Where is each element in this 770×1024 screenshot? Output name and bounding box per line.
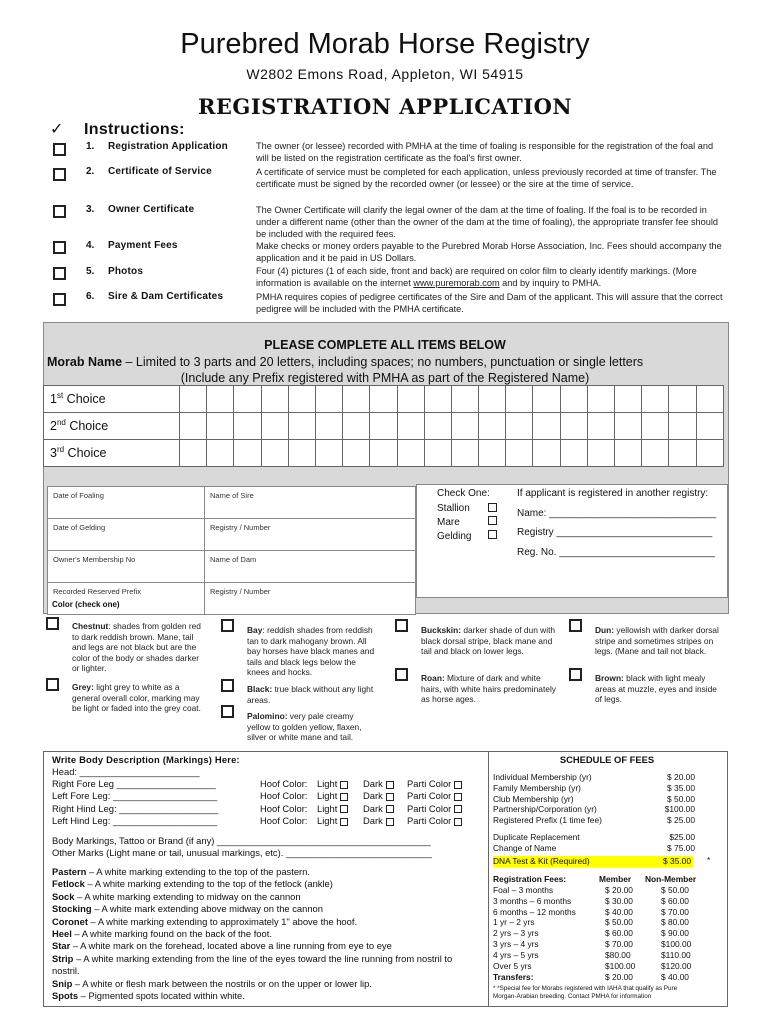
parti-color-option[interactable]: Parti Color (407, 790, 462, 802)
registration-fee-rows (493, 885, 723, 971)
light-option[interactable]: Light (317, 815, 348, 827)
letter-cell[interactable] (696, 386, 723, 413)
instruction-label: Registration Application (108, 141, 228, 152)
hoof-color-label: Hoof Color: (260, 815, 308, 827)
letter-cell[interactable] (370, 413, 397, 440)
owner-membership-field[interactable]: Owner's Membership No (48, 551, 205, 583)
letter-cell[interactable] (451, 413, 478, 440)
mare-label: Mare (437, 517, 460, 528)
letter-cell[interactable] (180, 386, 207, 413)
dark-checkbox[interactable] (386, 818, 394, 826)
palomino-checkbox[interactable] (221, 705, 234, 718)
letter-cell[interactable] (642, 440, 669, 467)
dark-checkbox[interactable] (386, 781, 394, 789)
transfers-member-fee: $ 20.00 (605, 972, 633, 982)
letter-cell[interactable] (343, 386, 370, 413)
letter-cell[interactable] (451, 386, 478, 413)
letter-cell[interactable] (451, 440, 478, 467)
letter-cell[interactable] (479, 386, 506, 413)
letter-cell[interactable] (288, 386, 315, 413)
letter-cell[interactable] (587, 386, 614, 413)
instruction-checkbox-1[interactable] (53, 143, 66, 156)
black-checkbox[interactable] (221, 679, 234, 692)
marking-definition: Heel – A white marking found on the back of the foot. (52, 928, 272, 940)
registration-fee-row: 6 months – 12 months $ 40.00 $ 70.00 (493, 906, 689, 917)
date-of-gelding-field[interactable]: Date of Gelding (48, 519, 205, 551)
instruction-label: Owner Certificate (108, 204, 195, 215)
dna-fee-row (493, 856, 693, 867)
parti-color-option[interactable]: Parti Color (407, 803, 462, 815)
dark-option[interactable]: Dark (363, 790, 394, 802)
reserved-prefix-field[interactable]: Recorded Reserved Prefix (48, 583, 205, 615)
brown-checkbox[interactable] (569, 668, 582, 681)
light-checkbox[interactable] (340, 781, 348, 789)
instruction-label: Payment Fees (108, 240, 178, 251)
letter-cell[interactable] (288, 413, 315, 440)
marking-definition: Sock – A white marking extending to midway on the cannon (52, 890, 301, 902)
instruction-text: PMHA requires copies of pedigree certificates of the Sire and Dam of the applicant. This will assure that the correct pedigree will be included with the PMHA certificate. (256, 292, 723, 314)
dark-checkbox[interactable] (386, 793, 394, 801)
letter-cell[interactable] (370, 440, 397, 467)
registration-fee-row: 4 yrs – 5 yrs $80.00 $110.00 (493, 949, 691, 960)
registration-fee-row: 3 yrs – 4 yrs $ 70.00 $100.00 (493, 938, 692, 949)
letter-cell[interactable] (560, 386, 587, 413)
dark-option[interactable]: Dark (363, 815, 394, 827)
marking-definition: Coronet – A white marking extending to approximately 1" above the hoof. (52, 915, 358, 927)
application-title: REGISTRATION APPLICATION (197, 94, 573, 119)
letter-cell[interactable] (180, 440, 207, 467)
checkmark-icon: ✓ (50, 121, 64, 138)
letter-cell[interactable] (234, 440, 261, 467)
chestnut-checkbox[interactable] (46, 617, 59, 630)
dark-option[interactable]: Dark (363, 803, 394, 815)
dun-description: Dun: yellowish with darker dorsal stripe and sometimes stripes on legs. (Mane and tail not black. (595, 625, 719, 657)
gelding-checkbox[interactable] (488, 530, 497, 539)
instruction-checkbox-2[interactable] (53, 168, 66, 181)
letter-cell[interactable] (315, 386, 342, 413)
prefix-rule: (Include any Prefix registered with PMHA as part of the Registered Name) (180, 371, 590, 385)
fee-row: Registered Prefix (1 time fee) $ 25.00 (493, 815, 695, 826)
parti-color-checkbox[interactable] (454, 818, 462, 826)
letter-cell[interactable] (397, 440, 424, 467)
instruction-checkbox-4[interactable] (53, 241, 66, 254)
letter-cell[interactable] (234, 413, 261, 440)
letter-cell[interactable] (506, 386, 533, 413)
letter-cell[interactable] (533, 386, 560, 413)
membership-fees (493, 772, 697, 826)
instruction-number: 1. (86, 141, 95, 152)
black-description: Black: true black without any light areas. (247, 684, 374, 705)
marking-definition: Spots – Pigmented spots located within white. (52, 990, 245, 1002)
hoof-color-label: Hoof Color: (260, 802, 308, 814)
fee-row: Family Membership (yr) $ 35.00 (493, 782, 695, 793)
marking-definition: Strip – A white marking extending from the line of the eyes toward the line running from nostril to nostril. (52, 952, 453, 977)
dna-fee-amount: $ 35.00 (663, 856, 691, 866)
grey-checkbox[interactable] (46, 678, 59, 691)
dark-checkbox[interactable] (386, 805, 394, 813)
misc-fees (493, 832, 697, 854)
head-field[interactable]: Head: _______________________ (52, 766, 200, 777)
instruction-label: Certificate of Service (108, 166, 212, 177)
hoof-color-label: Hoof Color: (260, 778, 308, 789)
leg-row (52, 815, 482, 827)
dark-option[interactable]: Dark (363, 778, 394, 790)
registration-fee-row: Foal – 3 months $ 20.00 $ 50.00 (493, 885, 689, 895)
check-one-label: Check One: (437, 488, 490, 499)
instruction-checkbox-3[interactable] (53, 205, 66, 218)
non-member-column-heading: Non-Member (645, 874, 697, 884)
letter-cell[interactable] (506, 440, 533, 467)
roan-description: Roan: Mixture of dark and white hairs, with white hairs predominately as horse ages. (421, 673, 556, 705)
other-registry-name-field[interactable]: Name: ______________________________ (517, 508, 717, 519)
choice-label: 2nd Choice (44, 413, 180, 440)
instruction-text: The owner (or lessee) recorded with PMHA at the time of foaling is responsible for the registration of the foal and will be listed on the registration certificate as the foal's first owner. (256, 141, 714, 163)
parti-color-option[interactable]: Parti Color (407, 815, 462, 827)
letter-cell[interactable] (424, 440, 451, 467)
letter-cell[interactable] (207, 440, 234, 467)
fee-row: Duplicate Replacement $25.00 (493, 832, 695, 842)
leg-field[interactable]: Right Hind Leg: ___________________ (52, 802, 219, 814)
marking-definition: Pastern – A white marking extending to the top of the pastern. (52, 866, 310, 877)
light-checkbox[interactable] (340, 818, 348, 826)
stallion-checkbox[interactable] (488, 503, 497, 512)
registration-fee-row: 3 months – 6 months $ 30.00 $ 60.00 (493, 895, 689, 906)
letter-cell[interactable] (533, 440, 560, 467)
date-of-foaling-field[interactable]: Date of Foaling (48, 487, 205, 519)
registration-fee-row: Over 5 yrs $100.00 $120.00 (493, 960, 692, 971)
instruction-checkbox-5[interactable] (53, 267, 66, 280)
instruction-number: 6. (86, 291, 95, 302)
letter-cell[interactable] (207, 413, 234, 440)
morab-name-rule: Morab Name – Limited to 3 parts and 20 letters, including spaces; no numbers, punctuation or single letters (47, 355, 644, 369)
dam-registry-number-field[interactable]: Registry / Number (205, 583, 416, 615)
name-of-dam-field[interactable]: Name of Dam (205, 551, 416, 583)
instruction-text: Make checks or money orders payable to the Purebred Morab Horse Association, Inc. Fees should accompany the application and it be paid in US Dollars. (256, 241, 722, 263)
instruction-label: Photos (108, 266, 144, 277)
hoof-color-label: Hoof Color: (260, 790, 308, 802)
parti-color-option[interactable]: Parti Color (407, 778, 462, 790)
letter-cell[interactable] (669, 386, 696, 413)
letter-cell[interactable] (587, 440, 614, 467)
letter-cell[interactable] (560, 440, 587, 467)
instruction-number: 2. (86, 166, 95, 177)
letter-cell[interactable] (261, 386, 288, 413)
letter-cell[interactable] (615, 413, 642, 440)
letter-cell[interactable] (696, 440, 723, 467)
other-registry-label: If applicant is registered in another registry: (517, 488, 709, 499)
instruction-text: Four (4) pictures (1 of each side, front and back) are required on color film to clearly identify markings. (More information is available on the internet www.puremorab.com and by inquiry to PMHA. (256, 266, 697, 288)
chestnut-description: Chestnut: shades from golden red to dark reddish brown. Mane, tail and legs are not black but are the color of the body or shades darker or lighter. (72, 621, 201, 674)
horse-info-fields (47, 486, 416, 615)
leg-field[interactable]: Right Fore Leg ___________________ (52, 778, 216, 789)
leg-field[interactable]: Left Fore Leg: ____________________ (52, 790, 218, 802)
leg-field[interactable]: Left Hind Leg: ____________________ (52, 815, 218, 827)
complete-all-heading: PLEASE COMPLETE ALL ITEMS BELOW (264, 338, 506, 352)
registry-title: Purebred Morab Horse Registry (180, 28, 590, 60)
marking-definition: Fetlock – A white marking extending to the top of the fetlock (ankle) (52, 878, 333, 890)
brown-description: Brown: black with light mealy areas at muzzle, eyes and inside of legs. (595, 673, 717, 705)
transfers-row (493, 972, 723, 983)
instruction-checkbox-6[interactable] (53, 293, 66, 306)
letter-cell[interactable] (560, 413, 587, 440)
parti-color-checkbox[interactable] (454, 781, 462, 789)
instruction-number: 3. (86, 204, 95, 215)
letter-cell[interactable] (343, 413, 370, 440)
letter-cell[interactable] (533, 413, 560, 440)
leg-row (52, 803, 482, 815)
check-one-panel (416, 484, 728, 598)
instruction-number: 4. (86, 240, 95, 251)
letter-cell[interactable] (479, 440, 506, 467)
markings-section (43, 751, 489, 1007)
letter-cell[interactable] (234, 386, 261, 413)
registration-fees-heading: Registration Fees: (493, 874, 567, 884)
buckskin-description: Buckskin: darker shade of dun with black dorsal stripe, black mane and tail and black on lower legs. (421, 625, 556, 657)
registry-address: W2802 Emons Road, Appleton, WI 54915 (246, 66, 524, 82)
dun-checkbox[interactable] (569, 619, 582, 632)
palomino-description: Palomino: very pale creamy yellow to golden yellow, flaxen, silver or white mane and tail. (247, 711, 362, 743)
member-column-heading: Member (599, 874, 632, 884)
fee-row: Partnership/Corporation (yr) $100.00 (493, 804, 695, 815)
choice-label: 1st Choice (44, 386, 180, 413)
choice-label: 3rd Choice (44, 440, 180, 467)
parti-color-checkbox[interactable] (454, 805, 462, 813)
marking-definitions (52, 866, 482, 1002)
letter-cell[interactable] (642, 386, 669, 413)
body-markings-field[interactable]: Body Markings, Tattoo or Brand (if any) _________________________________________ (52, 835, 431, 846)
registration-fee-row: 1 yr – 2 yrs $ 50.00 $ 80.00 (493, 917, 689, 928)
letter-cell[interactable] (696, 413, 723, 440)
markings-heading: Write Body Description (Markings) Here: (52, 754, 240, 765)
letter-cell[interactable] (479, 413, 506, 440)
light-option[interactable]: Light (317, 778, 348, 790)
light-option[interactable]: Light (317, 790, 348, 802)
stallion-label: Stallion (437, 503, 470, 514)
bay-description: Bay: reddish shades from reddish tan to dark mahogany brown. All bay horses have black manes and tails and black legs below the knees and hocks. (247, 625, 375, 678)
letter-cell[interactable] (669, 413, 696, 440)
letter-cell[interactable] (642, 413, 669, 440)
dna-fee-label: DNA Test & Kit (Required) (493, 856, 590, 866)
leg-row (52, 778, 482, 790)
puremorab-link[interactable]: www.puremorab.com (413, 278, 500, 288)
buckskin-checkbox[interactable] (395, 619, 408, 632)
fee-schedule-heading: SCHEDULE OF FEES (559, 754, 655, 765)
instruction-number: 5. (86, 266, 95, 277)
instruction-text: The Owner Certificate will clarify the legal owner of the dam at the time of foaling. If the foal is to be recorded in under a different name (other than the owner of the dam at the time of foaling), the appropriate transfer fee should be included with the required fees. (256, 205, 719, 239)
color-check-label: Color (check one) (52, 600, 120, 609)
marking-definition: Stocking – A white mark extending above midway on the cannon (52, 903, 323, 915)
instruction-text: A certificate of service must be completed for each application, unless previously recorded at time of transfer. The certificate must be signed by the recorded owner (or lessee) or the sire at the time of service. (256, 167, 717, 189)
other-marks-field[interactable]: Other Marks (Light mane or tail, unusual markings, etc). ____________________________ (52, 847, 432, 858)
other-registry-number-field[interactable]: Reg. No. ____________________________ (517, 547, 715, 558)
transfers-nonmember-fee: $ 40.00 (661, 972, 689, 982)
letter-cell[interactable] (315, 440, 342, 467)
light-checkbox[interactable] (340, 805, 348, 813)
fee-row: Individual Membership (yr) $ 20.00 (493, 772, 695, 782)
special-fee-footnote: * *Special fee for Morabs registered with IAHA that qualify as Pure Morgan-Arabian breeding. Contact PMHA for information (493, 985, 678, 1000)
letter-cell[interactable] (397, 413, 424, 440)
marking-definition: Snip – A white or flesh mark between the nostrils or on the upper or lower lip. (52, 977, 372, 989)
letter-cell[interactable] (180, 413, 207, 440)
letter-cell[interactable] (370, 386, 397, 413)
letter-cell[interactable] (261, 413, 288, 440)
fee-row: Club Membership (yr) $ 50.00 (493, 793, 695, 804)
instruction-label: Sire & Dam Certificates (108, 291, 224, 302)
parti-color-checkbox[interactable] (454, 793, 462, 801)
letter-cell[interactable] (343, 440, 370, 467)
letter-cell[interactable] (261, 440, 288, 467)
light-option[interactable]: Light (317, 803, 348, 815)
other-registry-field[interactable]: Registry ____________________________ (517, 527, 713, 538)
grey-description: Grey: light grey to white as a general overall color, marking may be light or faded into the grey coat. (72, 682, 201, 714)
gelding-label: Gelding (437, 531, 472, 542)
bay-checkbox[interactable] (221, 619, 234, 632)
letter-cell[interactable] (506, 413, 533, 440)
letter-cell[interactable] (207, 386, 234, 413)
fee-schedule (487, 751, 728, 1007)
letter-cell[interactable] (424, 386, 451, 413)
roan-checkbox[interactable] (395, 668, 408, 681)
mare-checkbox[interactable] (488, 516, 497, 525)
transfers-label: Transfers: (493, 972, 534, 982)
leg-row (52, 790, 482, 802)
name-choice-grid (43, 385, 724, 467)
letter-cell[interactable] (615, 386, 642, 413)
letter-cell[interactable] (587, 413, 614, 440)
letter-cell[interactable] (397, 386, 424, 413)
sire-registry-number-field[interactable]: Registry / Number (205, 519, 416, 551)
letter-cell[interactable] (615, 440, 642, 467)
letter-cell[interactable] (424, 413, 451, 440)
dna-footnote-marker: * (707, 855, 711, 865)
instructions-heading: Instructions: (84, 121, 185, 138)
registration-fee-row: 2 yrs – 3 yrs $ 60.00 $ 90.00 (493, 928, 689, 939)
fee-row: Change of Name $ 75.00 (493, 842, 695, 853)
letter-cell[interactable] (288, 440, 315, 467)
name-of-sire-field[interactable]: Name of Sire (205, 487, 416, 519)
light-checkbox[interactable] (340, 793, 348, 801)
letter-cell[interactable] (315, 413, 342, 440)
letter-cell[interactable] (669, 440, 696, 467)
marking-definition: Star – A white mark on the forehead, located above a line running from eye to eye (52, 940, 392, 952)
